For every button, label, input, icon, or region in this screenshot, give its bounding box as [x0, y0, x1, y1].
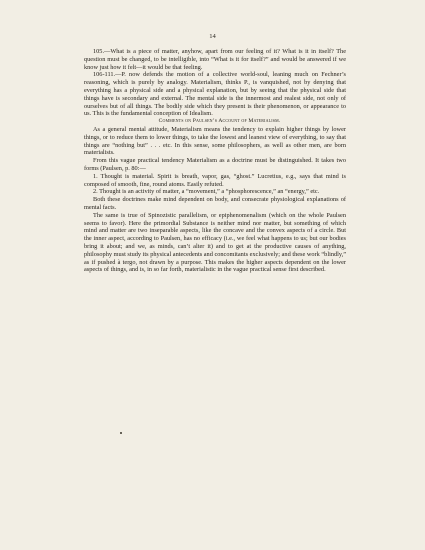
comment-paragraph-5: Both these doctrines make mind dependent on body, and consecrate physiological explanations of mental facts.: [84, 196, 346, 211]
ink-speck: [120, 432, 122, 434]
paragraph-105: 105.—What is a piece of matter, anyhow, apart from our feeling of it? What is it in itself? The question must be changed, to be intelligible, into “What is it for itself?” and would be answered if we know just how it felt—it would be that feeling.: [84, 48, 346, 71]
comment-paragraph-4: 2. Thought is an activity of matter, a “movement,” a “phosphorescence,” an “energy,” etc.: [93, 188, 320, 196]
comment-paragraph-1: As a general mental attitude, Materialism means the tendency to explain higher things by lower things, or to reduce them to lower things, to take the lowest and leanest view of everything, to say that things are “nothing but” . . . etc. In this sense, some philosophers, as well as other men, are born materialists.: [84, 125, 346, 157]
page-number: 14: [209, 33, 216, 40]
comment-paragraph-2: From this vague practical tendency Materialism as a doctrine must be distinguished. It takes two forms (Paulsen, p. 80:—: [84, 157, 346, 172]
comment-paragraph-3: 1. Thought is material. Spirit is breath, vapor, gas, “ghost.” Lucretius, e.g., says that mind is composed of smooth, fine, round atoms. Easily refuted.: [84, 172, 346, 188]
section-heading: Comments on Paulsen’s Account of Materialism.: [158, 118, 281, 125]
comment-paragraph-6: The same is true of Spinozistic parallelism, or epiphenomenalism (which on the whole Paulsen seems to favor). Here the primordial Substance is neither mind nor matter, but something of which mind and matter are two inseparable aspects, like the concave and the convex aspects of a circle. But the inner aspect, according to Paulsen, has no efficacy (i.e., we feel what happens to us; but our bodies bring it about; and we, as minds, can’t alter it) and to get at the productive causes of anything, philosophy must study its physical antecedents and concomitants exclusively; and these work “blindly,” as if pushed à tergo, not drawn by a purpose. This makes the higher aspects dependent on the lower aspects of things, and is, in so far forth, materialistic in the vague practical sense first described.: [84, 211, 346, 274]
paragraph-106-111: 106-111.—P. now defends the motion of a collective world-soul, leaning much on Fechner’s reasoning, which is purely by analogy. Materialism, thinks P., is vanquished, not by denying that everything has a physical side and a physical explanation, but by seeing that the physical side that things have is secondary and external. The mental side is the innermost and realest side, not only of ourselves but of all things. The bodily side which they present is their phenomenon, or appearance to us. This is the fundamental conception of Idealism.: [84, 71, 346, 118]
body-text: [84, 48, 346, 274]
